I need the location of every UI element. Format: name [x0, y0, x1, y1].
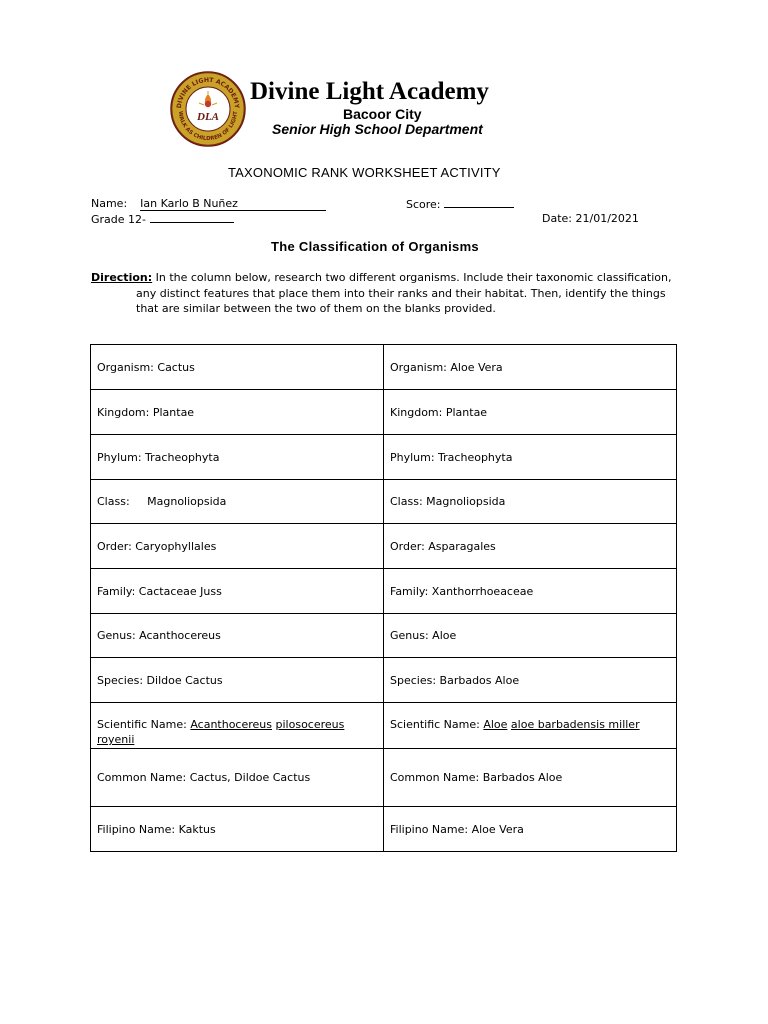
direction-line-1 — [91, 270, 672, 285]
cactus-genus: Genus: Acanthocereus — [91, 614, 384, 658]
table-row — [91, 569, 677, 614]
sci-word: royenii — [97, 733, 135, 746]
aloe-scientific-name — [384, 703, 677, 749]
aloe-filipino-name: Filipino Name: Aloe Vera — [384, 807, 677, 852]
name-label: Name: — [91, 197, 128, 210]
aloe-class: Class: Magnoliopsida — [384, 480, 677, 524]
svg-text:DLA: DLA — [197, 111, 219, 123]
direction-line-2: any distinct features that place them into their ranks and their habitat. Then, identify the things — [136, 287, 666, 300]
cactus-species: Species: Dildoe Cactus — [91, 658, 384, 703]
svg-text:DIVINE LIGHT ACADEMY: DIVINE LIGHT ACADEMY — [175, 76, 241, 109]
aloe-species: Species: Barbados Aloe — [384, 658, 677, 703]
score-field — [406, 197, 514, 211]
worksheet-title: TAXONOMIC RANK WORKSHEET ACTIVITY — [228, 165, 501, 180]
section-title: The Classification of Organisms — [271, 239, 479, 254]
table-row — [91, 345, 677, 390]
direction-label: Direction: — [91, 271, 153, 284]
date-field: Date: 21/01/2021 — [542, 212, 639, 225]
cactus-order: Order: Caryophyllales — [91, 524, 384, 569]
score-label: Score: — [406, 198, 441, 211]
aloe-common-name: Common Name: Barbados Aloe — [384, 749, 677, 807]
cactus-filipino-name: Filipino Name: Kaktus — [91, 807, 384, 852]
cactus-class: Class: Magnoliopsida — [91, 480, 384, 524]
aloe-family: Family: Xanthorrhoeaceae — [384, 569, 677, 614]
aloe-kingdom: Kingdom: Plantae — [384, 390, 677, 435]
table-row — [91, 703, 677, 749]
grade-field — [91, 212, 234, 226]
school-name: Divine Light Academy — [250, 78, 489, 105]
aloe-phylum: Phylum: Tracheophyta — [384, 435, 677, 480]
sci-word: Aloe — [483, 718, 508, 731]
table-row — [91, 435, 677, 480]
aloe-order: Order: Asparagales — [384, 524, 677, 569]
school-city: Bacoor City — [343, 106, 422, 122]
direction-text-1: In the column below, research two different organisms. Include their taxonomic classification, — [155, 271, 672, 284]
sci-word: aloe barbadensis miller — [510, 718, 640, 731]
svg-text:WALK AS CHILDREN OF LIGHT: WALK AS CHILDREN OF LIGHT — [176, 110, 240, 143]
name-field — [91, 197, 326, 211]
aloe-organism: Organism: Aloe Vera — [384, 345, 677, 390]
score-blank — [444, 197, 514, 208]
sci-label: Scientific Name: — [97, 718, 191, 731]
table-row — [91, 658, 677, 703]
direction-line-3: that are similar between the two of them on the blanks provided. — [136, 302, 496, 315]
table-row — [91, 614, 677, 658]
department-name: Senior High School Department — [272, 121, 483, 137]
name-value: Ian Karlo B Nuñez — [140, 197, 326, 211]
table-row — [91, 390, 677, 435]
table-row — [91, 807, 677, 852]
aloe-genus: Genus: Aloe — [384, 614, 677, 658]
cactus-kingdom: Kingdom: Plantae — [91, 390, 384, 435]
cactus-common-name: Common Name: Cactus, Dildoe Cactus — [91, 749, 384, 807]
grade-label: Grade 12- — [91, 213, 146, 226]
table-row — [91, 480, 677, 524]
school-logo — [169, 70, 247, 148]
sci-label: Scientific Name: — [390, 718, 484, 731]
cactus-scientific-name — [91, 703, 384, 749]
sci-word: Acanthocereus — [190, 718, 273, 731]
table-row — [91, 524, 677, 569]
sci-word: pilosocereus — [275, 718, 345, 731]
cactus-family: Family: Cactaceae Juss — [91, 569, 384, 614]
cactus-phylum: Phylum: Tracheophyta — [91, 435, 384, 480]
organism-table — [90, 344, 677, 852]
cactus-organism: Organism: Cactus — [91, 345, 384, 390]
table-row — [91, 749, 677, 807]
grade-blank — [150, 212, 234, 223]
